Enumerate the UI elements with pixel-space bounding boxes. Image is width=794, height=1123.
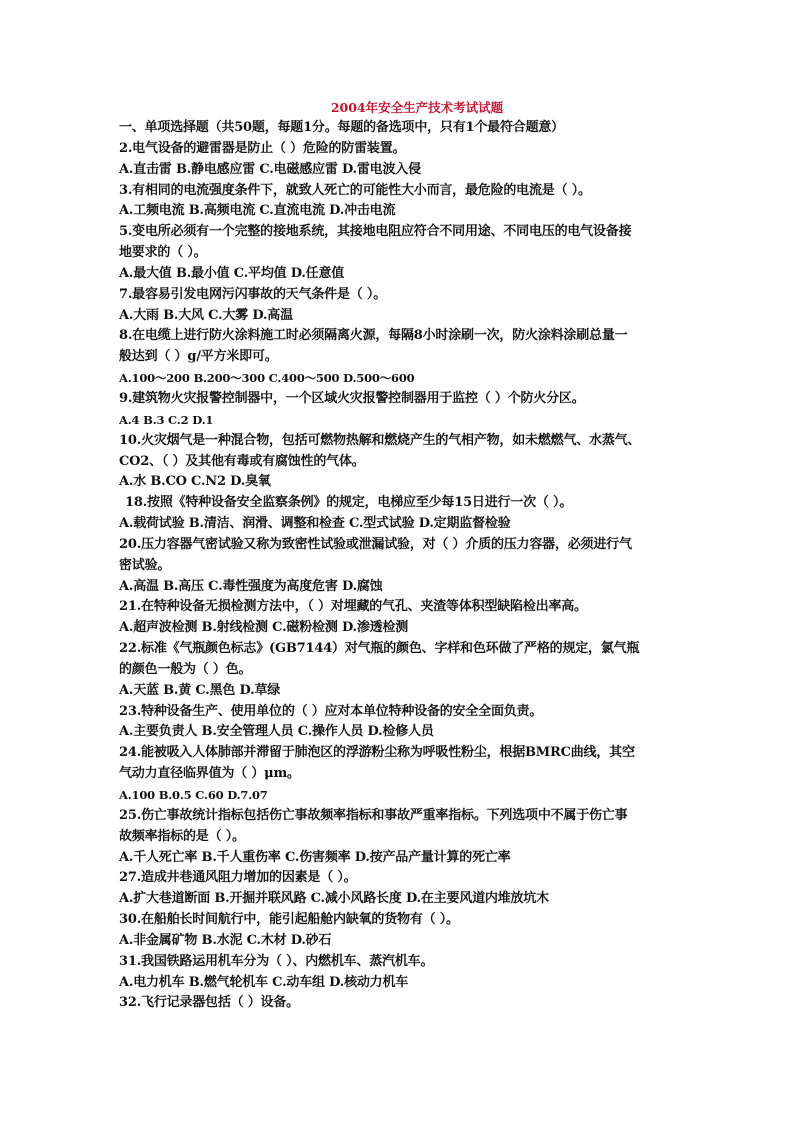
question-text-line: 地要求的（ ）。 xyxy=(119,245,207,261)
answer-options-line: A.非金属矿物 B.水泥 C.木材 D.砂石 xyxy=(119,932,332,948)
answer-options-line: A.直击雷 B.静电感应雷 C.电磁感应雷 D.雷电波入侵 xyxy=(119,161,421,177)
answer-options-line: A.100 B.0.5 C.60 D.7.07 xyxy=(119,788,268,802)
question-text-line: 21.在特种设备无损检测方法中，（ ）对埋藏的气孔、夹渣等体积型缺陷检出率高。 xyxy=(119,599,587,615)
question-text-line: 7.最容易引发电网污闪事故的天气条件是（ ）。 xyxy=(119,286,386,302)
answer-options-line: A.载荷试验 B.清洁、润滑、调整和检查 C.型式试验 D.定期监督检验 xyxy=(119,516,511,532)
question-text-line: 24.能被吸入人体肺部并滞留于肺泡区的浮游粉尘称为呼吸性粉尘，根据BMRC曲线，其空 xyxy=(119,745,635,761)
question-text-line: 般达到（ ）g/平方米即可。 xyxy=(119,349,278,365)
question-text-line: 23.特种设备生产、使用单位的（ ）应对本单位特种设备的安全全面负责。 xyxy=(119,703,543,719)
answer-options-line: A.高温 B.高压 C.毒性强度为高度危害 D.腐蚀 xyxy=(119,578,383,594)
answer-options-line: A.水 B.CO C.N2 D.臭氧 xyxy=(119,474,271,490)
answer-options-line: A.最大值 B.最小值 C.平均值 D.任意值 xyxy=(119,265,345,281)
answer-options-line: A.电力机车 B.燃气轮机车 C.动车组 D.核动力机车 xyxy=(119,974,409,990)
question-text-line: 2.电气设备的避雷器是防止（ ）危险的防雷装置。 xyxy=(119,140,406,156)
document-body xyxy=(119,98,687,1014)
answer-options-line: A.大雨 B.大风 C.大雾 D.高温 xyxy=(119,307,293,323)
question-text-line: 25.伤亡事故统计指标包括伤亡事故频率指标和事故严重率指标。下列选项中不属于伤亡事 xyxy=(119,807,628,823)
question-text-line: 3.有相同的电流强度条件下，就致人死亡的可能性大小而言，最危险的电流是（ ）。 xyxy=(119,182,591,198)
question-text-line: 27.造成井巷通风阻力增加的因素是（ ）。 xyxy=(119,870,357,886)
document-title: 2004年安全生产技术考试试题 xyxy=(330,100,504,115)
question-text-line: 18.按照《特种设备安全监察条例》的规定，电梯应至少每15日进行一次（ ）。 xyxy=(125,495,573,511)
question-text-line: 5.变电所必须有一个完整的接地系统，其接地电阻应符合不同用途、不同电压的电气设备接 xyxy=(119,224,632,240)
question-text-line: 32.飞行记录器包括（ ）设备。 xyxy=(119,995,299,1011)
answer-options-line: A.100～200 B.200～300 C.400～500 D.500～600 xyxy=(119,371,415,386)
answer-options-line: A.主要负责人 B.安全管理人员 C.操作人员 D.检修人员 xyxy=(119,724,434,740)
answer-options-line: A.天蓝 B.黄 C.黑色 D.草绿 xyxy=(119,682,281,698)
question-text-line: CO2、（ ）及其他有毒或有腐蚀性的气体。 xyxy=(119,453,365,469)
question-list xyxy=(119,118,687,1014)
question-text-line: 22.标准《气瓶颜色标志》(GB7144）对气瓶的颜色、字样和色环做了严格的规定，氯气瓶 xyxy=(119,641,640,657)
question-text-line: 气动力直径临界值为（ ）μm。 xyxy=(119,766,300,782)
question-text-line: 30.在船舶长时间航行中，能引起船舱内缺氧的货物有（ ）。 xyxy=(119,912,459,928)
question-text-line: 31.我国铁路运用机车分为（ ）、内燃机车、蒸汽机车。 xyxy=(119,953,434,969)
answer-options-line: A.千人死亡率 B.千人重伤率 C.伤害频率 D.按产品产量计算的死亡率 xyxy=(119,849,511,865)
question-text-line: 20.压力容器气密试验又称为致密性试验或泄漏试验，对（ ）介质的压力容器，必须进行气 xyxy=(119,536,632,552)
answer-options-line: A.4 B.3 C.2 D.1 xyxy=(119,412,214,427)
question-text-line: 的颜色一般为（ ）色。 xyxy=(119,661,252,677)
question-text-line: 10.火灾烟气是一种混合物，包括可燃物热解和燃烧产生的气相产物，如未燃燃气、水蒸气、 xyxy=(119,432,641,448)
question-text-line: 故频率指标的是（ ）。 xyxy=(119,828,245,844)
question-text-line: 8.在电缆上进行防火涂料施工时必须隔离火源，每隔8小时涂刷一次，防火涂料涂刷总量一 xyxy=(119,328,628,344)
question-text-line: 密试验。 xyxy=(119,557,171,573)
section-heading: 一、单项选择题（共50题，每题1分。每题的备选项中，只有1个最符合题意） xyxy=(119,120,564,135)
question-text-line: 9.建筑物火灾报警控制器中，一个区域火灾报警控制器用于监控（ ）个防火分区。 xyxy=(119,390,585,406)
answer-options-line: A.扩大巷道断面 B.开掘并联风路 C.减小风路长度 D.在主要风道内堆放坑木 xyxy=(119,891,549,907)
answer-options-line: A.工频电流 B.高频电流 C.直流电流 D.冲击电流 xyxy=(119,203,396,219)
answer-options-line: A.超声波检测 B.射线检测 C.磁粉检测 D.渗透检测 xyxy=(119,620,409,636)
